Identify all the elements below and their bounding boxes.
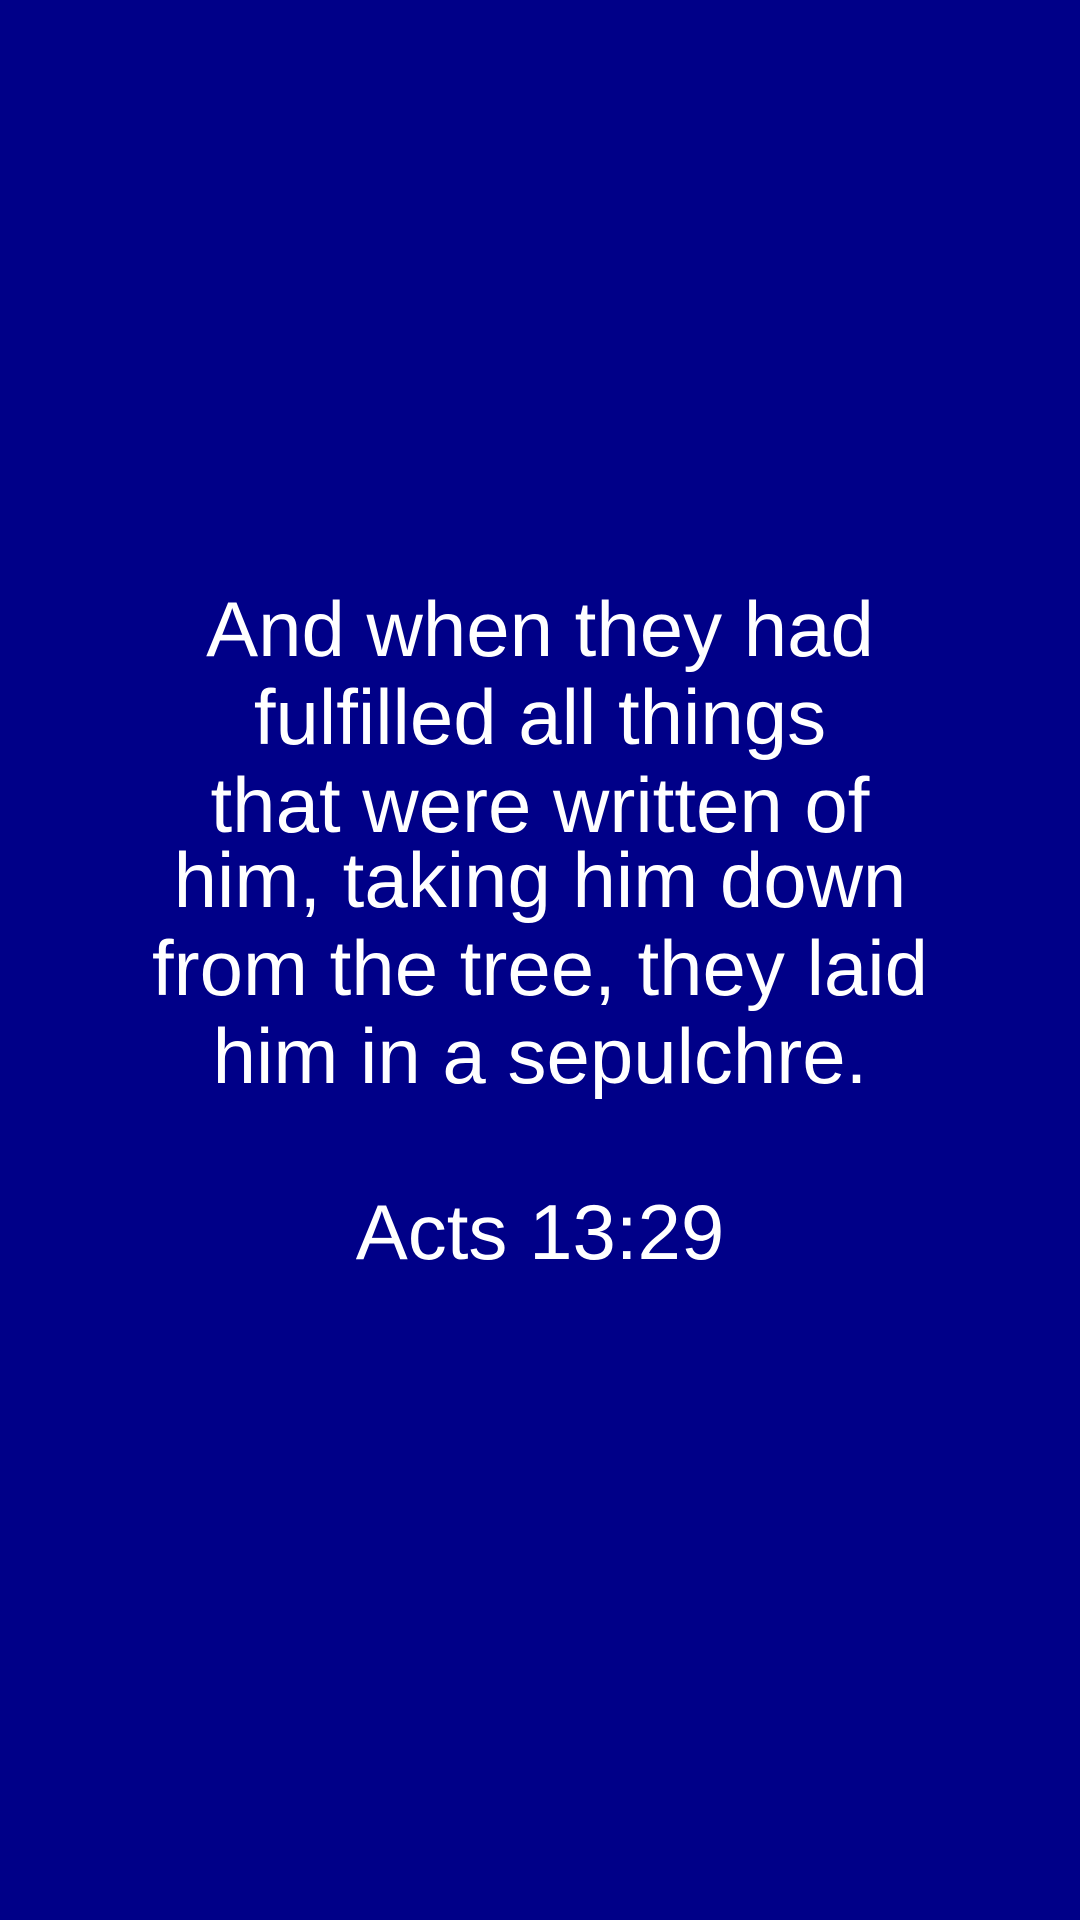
verse-line: him in a sepulchre. xyxy=(212,1012,868,1100)
verse-reference: Acts 13:29 xyxy=(355,1188,725,1276)
verse-line: from the tree, they laid xyxy=(151,924,929,1012)
verse-text xyxy=(0,585,1080,1100)
verse-line: And when they had xyxy=(206,585,874,673)
verse-line: fulfilled all things xyxy=(253,673,827,761)
verse-line: that were written of xyxy=(210,761,870,849)
verse-line: him, taking him down xyxy=(173,836,907,924)
